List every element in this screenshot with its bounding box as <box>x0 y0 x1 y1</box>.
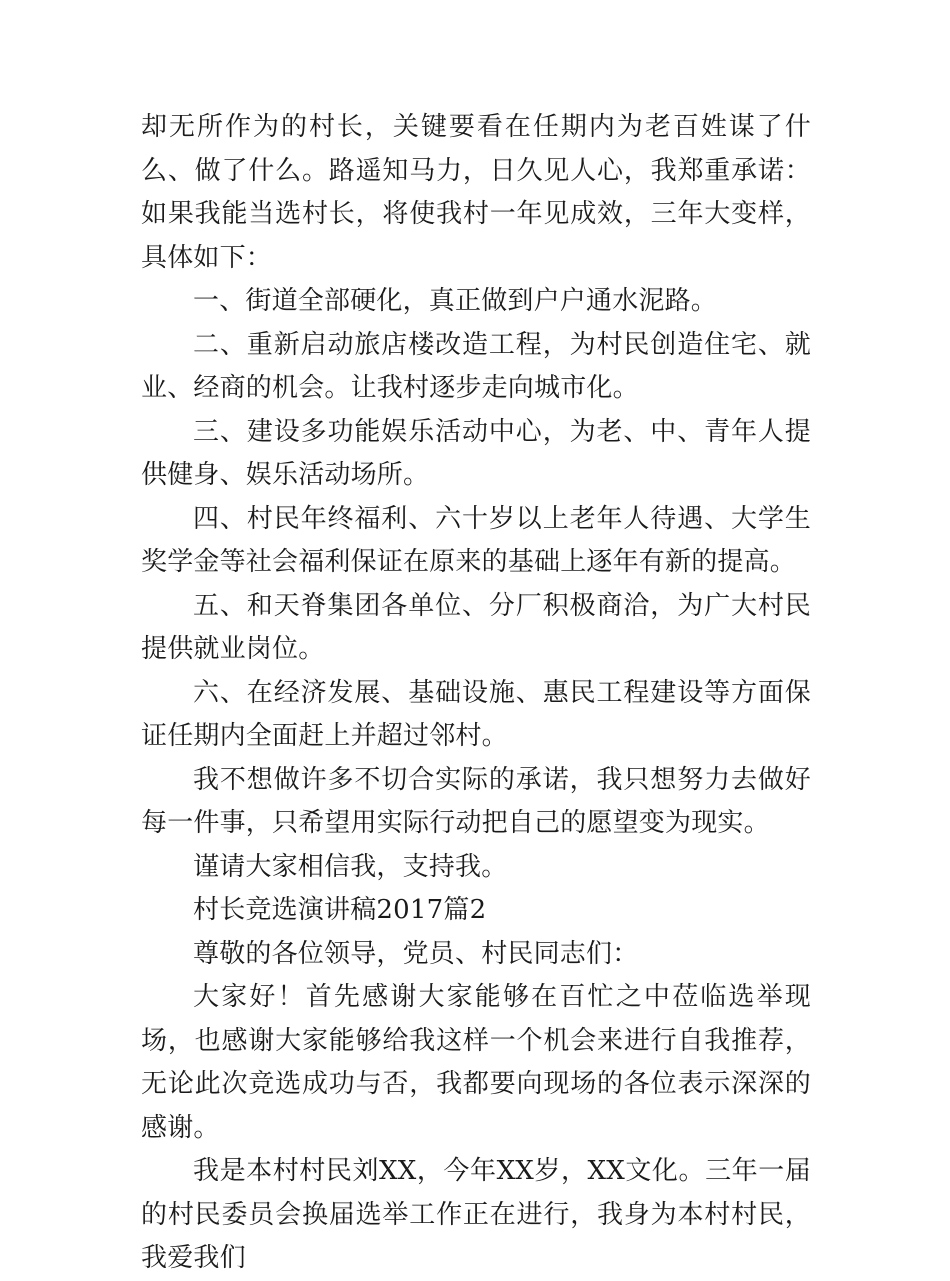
paragraph: 四、村民年终福利、六十岁以上老年人待遇、大学生奖学金等社会福利保证在原来的基础上逐年有新的提高。 <box>141 503 811 577</box>
paragraph: 大家好！首先感谢大家能够在百忙之中莅临选举现场，也感谢大家能够给我这样一个机会来进行自我推荐，无论此次竞选成功与否，我都要向现场的各位表示深深的感谢。 <box>141 982 811 1143</box>
salutation: 尊敬的各位领导，党员、村民同志们： <box>193 938 639 969</box>
paragraph: 却无所作为的村长，关键要看在任期内为老百姓谋了什么、做了什么。路遥知马力，日久见人心，我郑重承诺：如果我能当选村长，将使我村一年见成效，三年大变样，具体如下： <box>141 112 811 273</box>
paragraph: 一、街道全部硬化，真正做到户户通水泥路。 <box>193 286 718 316</box>
paragraph: 我是本村村民刘XX，今年XX岁，XX文化。三年一届的村民委员会换届选举工作正在进行，我身为本村村民，我爱我们 <box>141 1156 811 1273</box>
paragraph: 三、建设多功能娱乐活动中心，为老、中、青年人提供健身、娱乐活动场所。 <box>141 416 811 490</box>
paragraph: 我不想做许多不切合实际的承诺，我只想努力去做好每一件事，只希望用实际行动把自己的愿望变为现实。 <box>141 764 811 838</box>
paragraph: 五、和天脊集团各单位、分厂积极商洽，为广大村民提供就业岗位。 <box>141 590 811 664</box>
section-heading: 村长竞选演讲稿2017篇2 <box>193 895 487 925</box>
document-body <box>141 106 811 1281</box>
paragraph: 二、重新启动旅店楼改造工程，为村民创造住宅、就业、经商的机会。让我村逐步走向城市化。 <box>141 329 811 403</box>
paragraph: 谨请大家相信我，支持我。 <box>193 851 508 882</box>
paragraph: 六、在经济发展、基础设施、惠民工程建设等方面保证任期内全面赶上并超过邻村。 <box>141 677 811 751</box>
